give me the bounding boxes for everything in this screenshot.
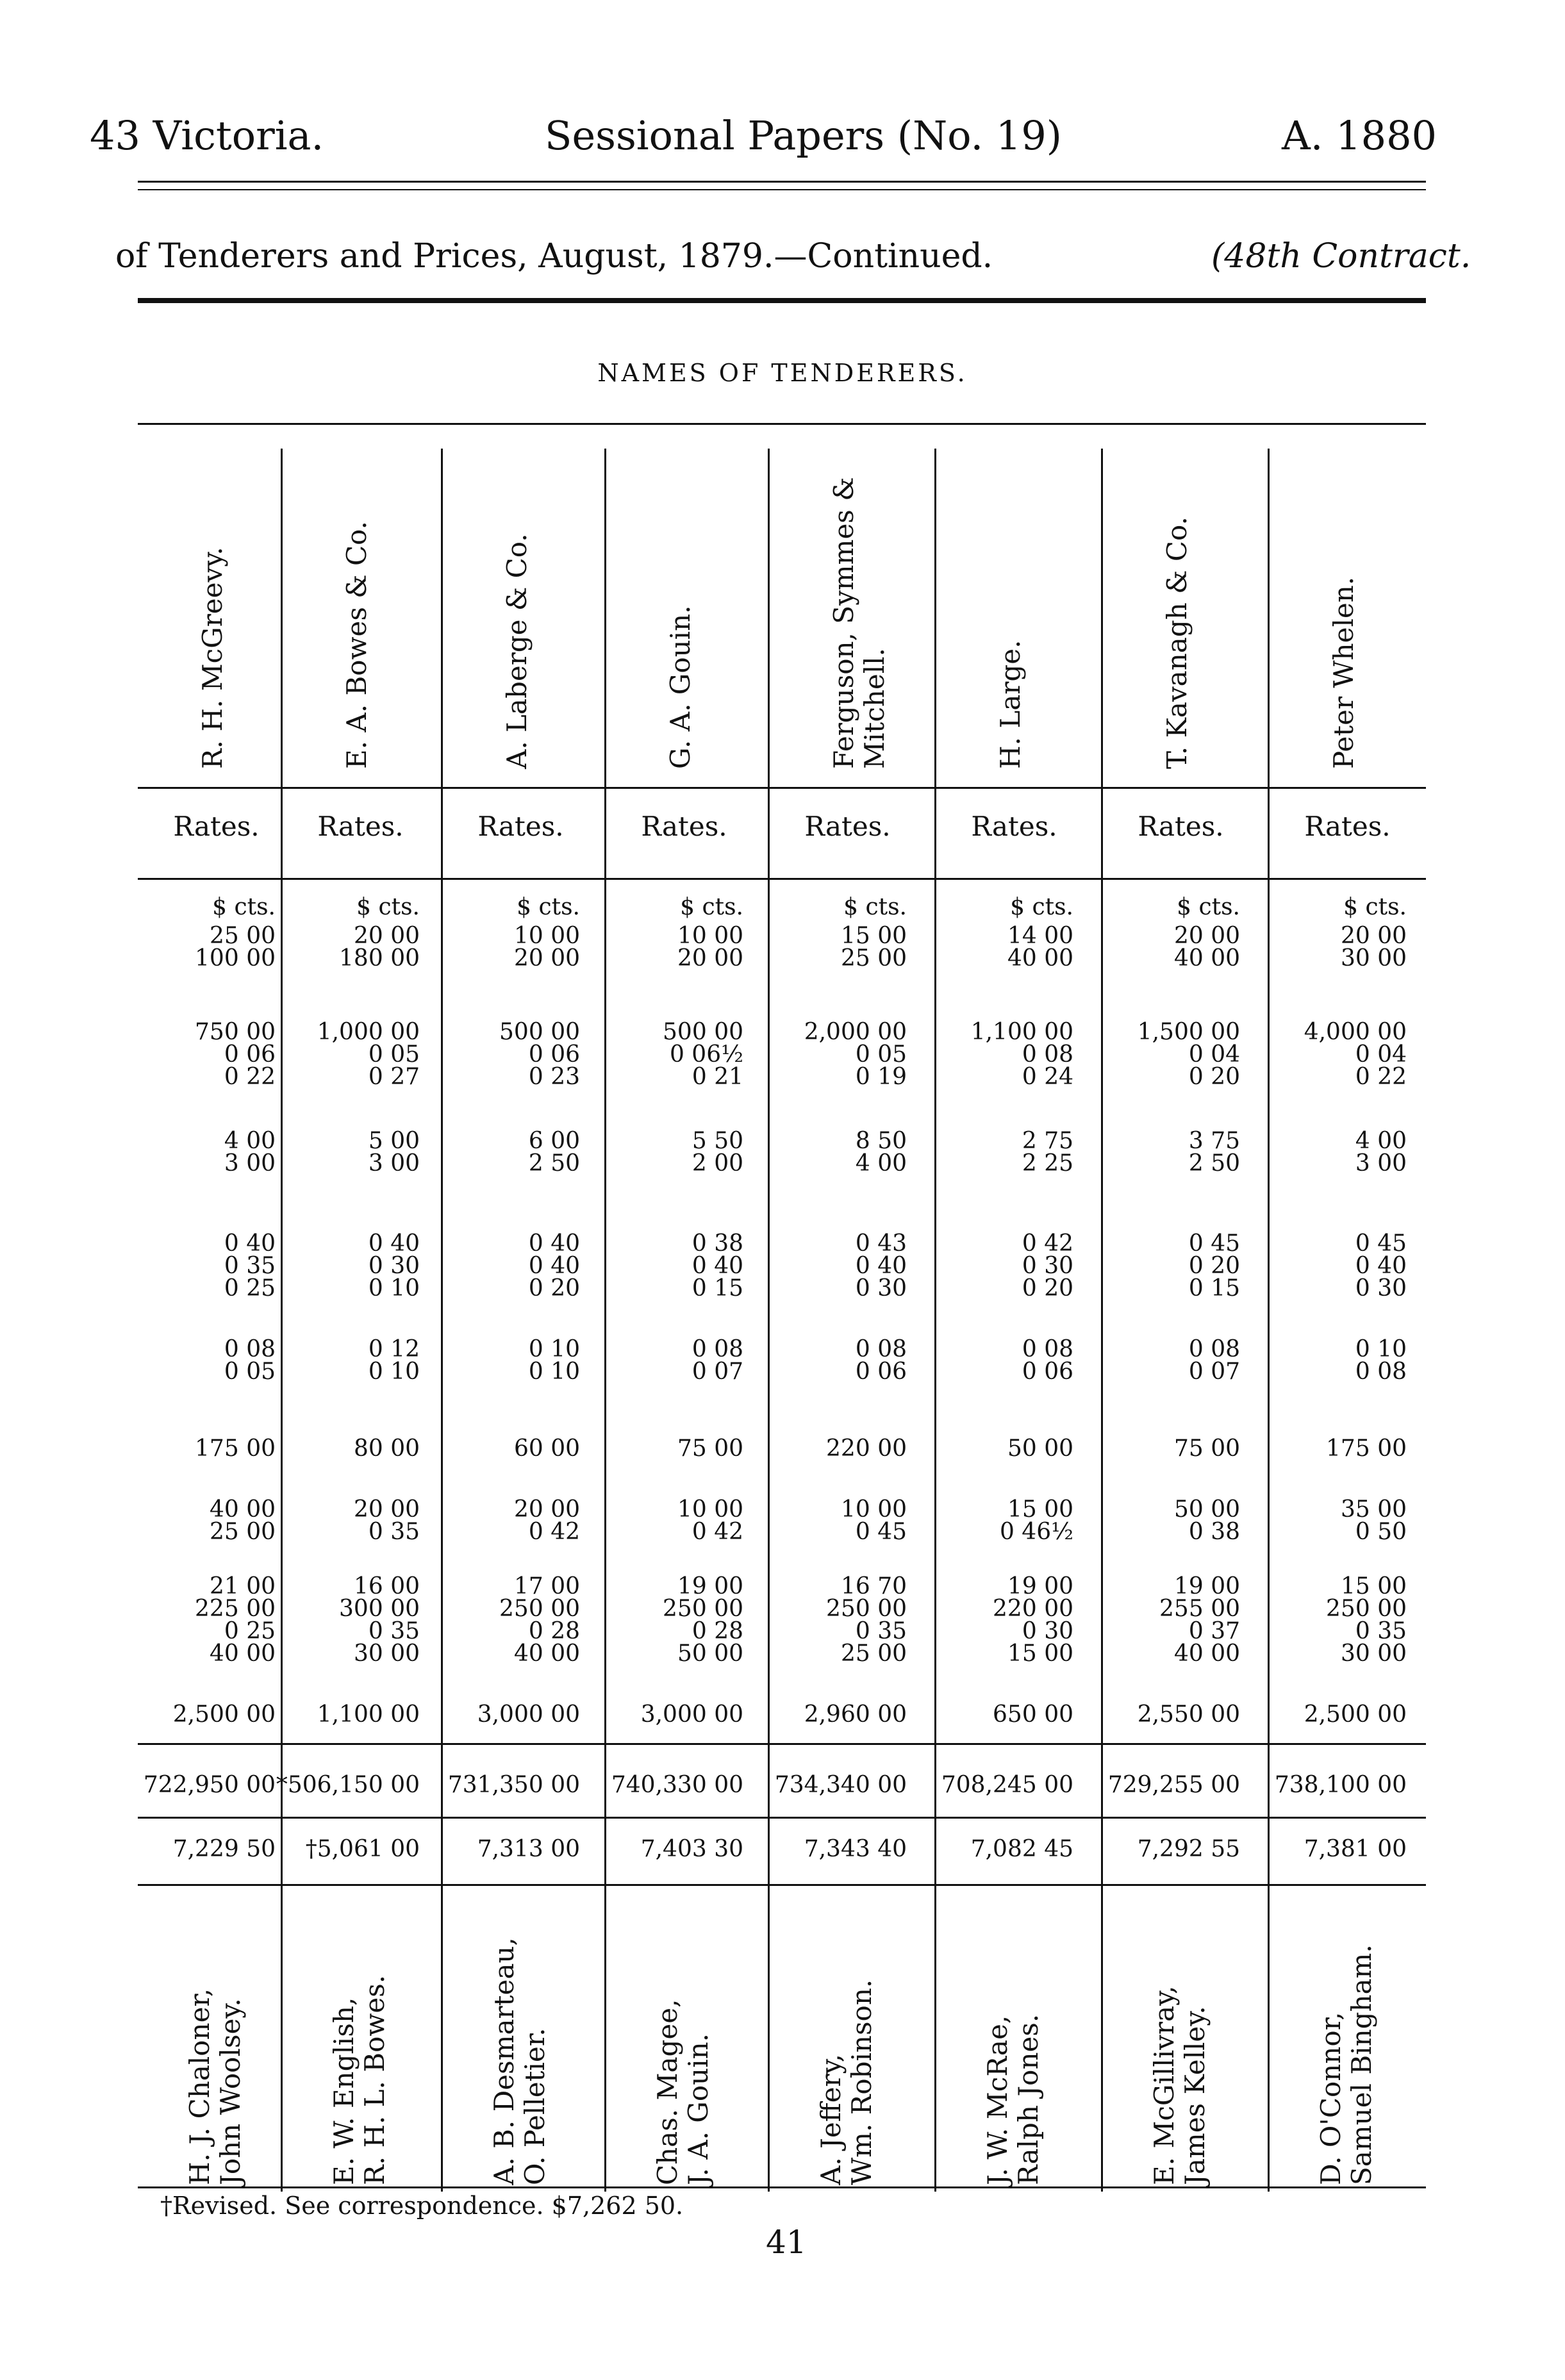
rate-value: 3 00 <box>1355 1150 1407 1177</box>
rate-value: 2 50 <box>1188 1150 1240 1177</box>
rate-value: 0 06 <box>855 1359 907 1385</box>
rate-value: 0 38 <box>1188 1519 1240 1545</box>
rate-value: 20 00 <box>353 923 420 949</box>
sureties-names: E. W. English, R. H. L. Bowes. <box>327 1974 390 2185</box>
tenderer-name: E. A. Bowes & Co. <box>340 520 372 769</box>
rate-value: 0 28 <box>528 1618 580 1644</box>
rate-value: 0 08 <box>1022 1041 1073 1068</box>
tenderer-name: Peter Whelen. <box>1327 576 1359 769</box>
rate-value: 2,550 00 <box>1137 1701 1240 1728</box>
units-label: $ cts. <box>1177 894 1240 920</box>
rate-value: 10 00 <box>677 923 743 949</box>
tenderer-name-cell <box>1269 449 1426 782</box>
rate-value: 20 00 <box>353 1496 420 1523</box>
rate-value: 750 00 <box>195 1019 276 1045</box>
tenderer-column <box>138 0 295 2380</box>
rate-value: 0 10 <box>1355 1336 1407 1362</box>
rate-value: 500 00 <box>663 1019 743 1045</box>
values-bottom-rule <box>138 1743 1426 1745</box>
rate-value: 0 35 <box>224 1253 276 1279</box>
rate-value: 20 00 <box>513 1496 580 1523</box>
rate-value: 0 45 <box>855 1519 907 1545</box>
rate-value: 15 00 <box>840 923 907 949</box>
rates-header: Rates. <box>173 811 260 842</box>
rate-value: 0 35 <box>1355 1618 1407 1644</box>
rate-value: 0 19 <box>855 1064 907 1090</box>
rate-value: 25 00 <box>840 1640 907 1667</box>
subheader-left: of Tenderers and Prices, August, 1879.—Continued. <box>115 237 993 276</box>
total-value: *506,150 00 <box>276 1772 420 1798</box>
rate-value: 0 27 <box>368 1064 420 1090</box>
rate-value: 21 00 <box>209 1573 276 1599</box>
rate-value: 3,000 00 <box>477 1701 580 1728</box>
rate-value: 0 42 <box>691 1519 743 1545</box>
rate-value: 20 00 <box>1340 923 1407 949</box>
rate-value: 0 10 <box>368 1359 420 1385</box>
rate-value: 0 06½ <box>669 1041 743 1068</box>
sureties-names: E. McGillivray, James Kelley. <box>1148 1985 1211 2185</box>
rate-value: 300 00 <box>339 1596 420 1622</box>
total-value: 740,330 00 <box>611 1772 743 1798</box>
rate-value: 0 30 <box>1355 1275 1407 1302</box>
rate-value: 10 00 <box>677 1496 743 1523</box>
sureties-names: Chas. Magee, J. A. Gouin. <box>651 1999 714 2185</box>
total-value: 734,340 00 <box>774 1772 907 1798</box>
units-label: $ cts. <box>1343 894 1407 920</box>
rate-value: 1,100 00 <box>970 1019 1073 1045</box>
average-value: †5,061 00 <box>305 1836 420 1862</box>
page-number: 41 <box>766 2224 807 2261</box>
rate-value: 0 08 <box>1355 1359 1407 1385</box>
rate-value: 15 00 <box>1340 1573 1407 1599</box>
rate-value: 0 50 <box>1355 1519 1407 1545</box>
tenderer-name: Ferguson, Symmes & Mitchell. <box>827 477 890 769</box>
averages-bottom-rule <box>138 1884 1426 1886</box>
rate-value: 16 70 <box>840 1573 907 1599</box>
rate-value: 17 00 <box>513 1573 580 1599</box>
average-value: 7,313 00 <box>477 1836 580 1862</box>
tenderer-column <box>1269 0 1426 2380</box>
rate-value: 4 00 <box>855 1150 907 1177</box>
rate-value: 0 23 <box>528 1064 580 1090</box>
rates-bottom-rule <box>138 878 1426 880</box>
rate-value: 30 00 <box>1340 945 1407 971</box>
rate-value: 250 00 <box>1326 1596 1407 1622</box>
tenderer-name-cell <box>138 449 295 782</box>
sureties-names: D. O'Connor, Samuel Bingham. <box>1314 1944 1377 2185</box>
rate-value: 0 08 <box>1188 1336 1240 1362</box>
rate-value: 0 22 <box>224 1064 276 1090</box>
rate-value: 0 30 <box>855 1275 907 1302</box>
rate-value: 0 06 <box>224 1041 276 1068</box>
rates-header: Rates. <box>804 811 891 842</box>
rate-value: 3 00 <box>368 1150 420 1177</box>
rate-value: 3 75 <box>1188 1128 1240 1154</box>
rate-value: 0 10 <box>528 1336 580 1362</box>
rate-value: 75 00 <box>1173 1435 1240 1462</box>
tenderer-name: A. Laberge & Co. <box>501 533 533 769</box>
rate-value: 2 00 <box>691 1150 743 1177</box>
rates-header: Rates. <box>317 811 404 842</box>
rate-value: 40 00 <box>1007 945 1073 971</box>
rate-value: 6 00 <box>528 1128 580 1154</box>
rate-value: 0 30 <box>1022 1253 1073 1279</box>
rate-value: 15 00 <box>1007 1640 1073 1667</box>
rate-value: 3,000 00 <box>640 1701 743 1728</box>
rate-value: 40 00 <box>513 1640 580 1667</box>
rate-value: 40 00 <box>1173 945 1240 971</box>
rate-value: 1,000 00 <box>317 1019 420 1045</box>
rate-value: 40 00 <box>1173 1640 1240 1667</box>
rate-value: 0 30 <box>368 1253 420 1279</box>
rate-value: 0 24 <box>1022 1064 1073 1090</box>
average-value: 7,343 40 <box>804 1836 907 1862</box>
rate-value: 100 00 <box>195 945 276 971</box>
rate-value: 0 15 <box>1188 1275 1240 1302</box>
rate-value: 0 04 <box>1355 1041 1407 1068</box>
rate-value: 20 00 <box>1173 923 1240 949</box>
rate-value: 2,000 00 <box>804 1019 907 1045</box>
tenderer-name-cell <box>1102 449 1259 782</box>
tenderer-column <box>606 0 763 2380</box>
rate-value: 0 42 <box>1022 1230 1073 1257</box>
units-label: $ cts. <box>680 894 743 920</box>
tenderer-name-cell <box>769 449 926 782</box>
rate-value: 0 08 <box>224 1336 276 1362</box>
rate-value: 0 40 <box>528 1253 580 1279</box>
tenderer-name: G. A. Gouin. <box>664 605 696 769</box>
rate-value: 30 00 <box>1340 1640 1407 1667</box>
rate-value: 0 20 <box>528 1275 580 1302</box>
rate-value: 0 40 <box>528 1230 580 1257</box>
rate-value: 0 21 <box>691 1064 743 1090</box>
rate-value: 0 08 <box>1022 1336 1073 1362</box>
rate-value: 80 00 <box>353 1435 420 1462</box>
total-value: 708,245 00 <box>941 1772 1073 1798</box>
rate-value: 5 00 <box>368 1128 420 1154</box>
rate-value: 50 00 <box>1173 1496 1240 1523</box>
tenderer-column <box>276 0 439 2380</box>
total-value: 729,255 00 <box>1107 1772 1240 1798</box>
rate-value: 0 22 <box>1355 1064 1407 1090</box>
rate-value: 0 06 <box>528 1041 580 1068</box>
rate-value: 0 42 <box>528 1519 580 1545</box>
rate-value: 175 00 <box>195 1435 276 1462</box>
tenderer-name-cell <box>936 449 1093 782</box>
rate-value: 0 35 <box>368 1618 420 1644</box>
rate-value: 0 08 <box>855 1336 907 1362</box>
rates-header: Rates. <box>971 811 1057 842</box>
rate-value: 225 00 <box>195 1596 276 1622</box>
rate-value: 0 40 <box>855 1253 907 1279</box>
rate-value: 0 35 <box>855 1618 907 1644</box>
rates-header: Rates. <box>477 811 564 842</box>
rate-value: 50 00 <box>677 1640 743 1667</box>
rate-value: 0 46½ <box>999 1519 1073 1545</box>
rate-value: 14 00 <box>1007 923 1073 949</box>
tenderer-name-cell <box>282 449 439 782</box>
rate-value: 60 00 <box>513 1435 580 1462</box>
rate-value: 250 00 <box>499 1596 580 1622</box>
rate-value: 0 20 <box>1188 1253 1240 1279</box>
rate-value: 0 07 <box>1188 1359 1240 1385</box>
rate-value: 4 00 <box>1355 1128 1407 1154</box>
rate-value: 8 50 <box>855 1128 907 1154</box>
rate-value: 0 28 <box>691 1618 743 1644</box>
average-value: 7,403 30 <box>640 1836 743 1862</box>
total-value: 731,350 00 <box>447 1772 580 1798</box>
rate-value: 25 00 <box>209 1519 276 1545</box>
units-label: $ cts. <box>212 894 276 920</box>
rate-value: 19 00 <box>1173 1573 1240 1599</box>
rate-value: 0 10 <box>368 1275 420 1302</box>
rate-value: 0 40 <box>1355 1253 1407 1279</box>
total-value: 722,950 00 <box>143 1772 276 1798</box>
rate-value: 20 00 <box>513 945 580 971</box>
rate-value: 40 00 <box>209 1640 276 1667</box>
rate-value: 0 15 <box>691 1275 743 1302</box>
rate-value: 0 37 <box>1188 1618 1240 1644</box>
rate-value: 2,500 00 <box>172 1701 276 1728</box>
sureties-names: A. Jeffery, Wm. Robinson. <box>815 1979 877 2185</box>
rate-value: 4 00 <box>224 1128 276 1154</box>
rate-value: 0 10 <box>528 1359 580 1385</box>
rate-value: 0 20 <box>1022 1275 1073 1302</box>
rate-value: 250 00 <box>826 1596 907 1622</box>
rate-value: 40 00 <box>209 1496 276 1523</box>
tenderer-name: T. Kavanagh & Co. <box>1161 516 1193 769</box>
header-right: A. 1880 <box>1282 112 1437 159</box>
rate-value: 2 75 <box>1022 1128 1073 1154</box>
average-value: 7,381 00 <box>1304 1836 1407 1862</box>
tenderer-name-cell <box>442 449 599 782</box>
rate-value: 0 40 <box>224 1230 276 1257</box>
units-label: $ cts. <box>1010 894 1073 920</box>
rates-header: Rates. <box>641 811 727 842</box>
rate-value: 0 05 <box>855 1041 907 1068</box>
rate-value: 0 40 <box>691 1253 743 1279</box>
rate-value: 0 07 <box>691 1359 743 1385</box>
rate-value: 3 00 <box>224 1150 276 1177</box>
average-value: 7,229 50 <box>172 1836 276 1862</box>
rate-value: 1,100 00 <box>317 1701 420 1728</box>
rate-value: 5 50 <box>691 1128 743 1154</box>
header-left: 43 Victoria. <box>90 112 324 159</box>
rate-value: 4,000 00 <box>1304 1019 1407 1045</box>
rate-value: 0 12 <box>368 1336 420 1362</box>
rate-value: 2 50 <box>528 1150 580 1177</box>
header-center: Sessional Papers (No. 19) <box>545 112 1062 159</box>
tenderer-column <box>1102 0 1259 2380</box>
sureties-bottom-rule <box>138 2186 1426 2188</box>
rate-value: 175 00 <box>1326 1435 1407 1462</box>
rate-value: 0 40 <box>368 1230 420 1257</box>
rate-value: 0 20 <box>1188 1064 1240 1090</box>
tenderer-column <box>442 0 599 2380</box>
units-label: $ cts. <box>356 894 420 920</box>
rate-value: 650 00 <box>993 1701 1073 1728</box>
rate-value: 180 00 <box>339 945 420 971</box>
rate-value: 16 00 <box>353 1573 420 1599</box>
tenderer-name-cell <box>606 449 763 782</box>
tenderer-name: H. Large. <box>994 640 1026 769</box>
totals-bottom-rule <box>138 1817 1426 1819</box>
rate-value: 19 00 <box>677 1573 743 1599</box>
rates-header: Rates. <box>1138 811 1224 842</box>
rate-value: 10 00 <box>840 1496 907 1523</box>
rate-value: 500 00 <box>499 1019 580 1045</box>
rate-value: 0 25 <box>224 1618 276 1644</box>
rate-value: 19 00 <box>1007 1573 1073 1599</box>
rate-value: 35 00 <box>1340 1496 1407 1523</box>
rate-value: 25 00 <box>840 945 907 971</box>
sureties-names: H. J. Chaloner, John Woolsey. <box>183 1988 246 2185</box>
rate-value: 0 43 <box>855 1230 907 1257</box>
rate-value: 30 00 <box>353 1640 420 1667</box>
rate-value: 0 06 <box>1022 1359 1073 1385</box>
tenderer-column <box>936 0 1093 2380</box>
rates-header: Rates. <box>1304 811 1391 842</box>
tenderer-column <box>769 0 926 2380</box>
rate-value: 50 00 <box>1007 1435 1073 1462</box>
rate-value: 2 25 <box>1022 1150 1073 1177</box>
rate-value: 0 08 <box>691 1336 743 1362</box>
rate-value: 220 00 <box>993 1596 1073 1622</box>
rate-value: 20 00 <box>677 945 743 971</box>
total-value: 738,100 00 <box>1274 1772 1407 1798</box>
units-label: $ cts. <box>517 894 580 920</box>
rate-value: 75 00 <box>677 1435 743 1462</box>
rate-value: 250 00 <box>663 1596 743 1622</box>
rate-value: 0 25 <box>224 1275 276 1302</box>
subheader-right: (48th Contract. <box>1211 237 1471 276</box>
section-title: NAMES OF TENDERERS. <box>597 359 968 387</box>
rate-value: 0 38 <box>691 1230 743 1257</box>
rate-value: 220 00 <box>826 1435 907 1462</box>
rate-value: 0 35 <box>368 1519 420 1545</box>
rate-value: 0 05 <box>368 1041 420 1068</box>
rate-value: 0 30 <box>1022 1618 1073 1644</box>
rate-value: 2,960 00 <box>804 1701 907 1728</box>
footnote: †Revised. See correspondence. $7,262 50. <box>160 2192 684 2220</box>
rate-value: 10 00 <box>513 923 580 949</box>
average-value: 7,082 45 <box>970 1836 1073 1862</box>
tenderer-name: R. H. McGreevy. <box>196 547 228 769</box>
units-label: $ cts. <box>843 894 907 920</box>
rate-value: 0 45 <box>1188 1230 1240 1257</box>
rate-value: 2,500 00 <box>1304 1701 1407 1728</box>
rate-value: 0 04 <box>1188 1041 1240 1068</box>
rate-value: 25 00 <box>209 923 276 949</box>
rate-value: 255 00 <box>1159 1596 1240 1622</box>
names-bottom-rule <box>138 787 1426 789</box>
rate-value: 0 45 <box>1355 1230 1407 1257</box>
sureties-names: J. W. McRae, Ralph Jones. <box>981 2013 1044 2185</box>
rate-value: 15 00 <box>1007 1496 1073 1523</box>
average-value: 7,292 55 <box>1137 1836 1240 1862</box>
rate-value: 1,500 00 <box>1137 1019 1240 1045</box>
rate-value: 0 05 <box>224 1359 276 1385</box>
sureties-names: A. B. Desmarteau, O. Pelletier. <box>488 1937 551 2185</box>
